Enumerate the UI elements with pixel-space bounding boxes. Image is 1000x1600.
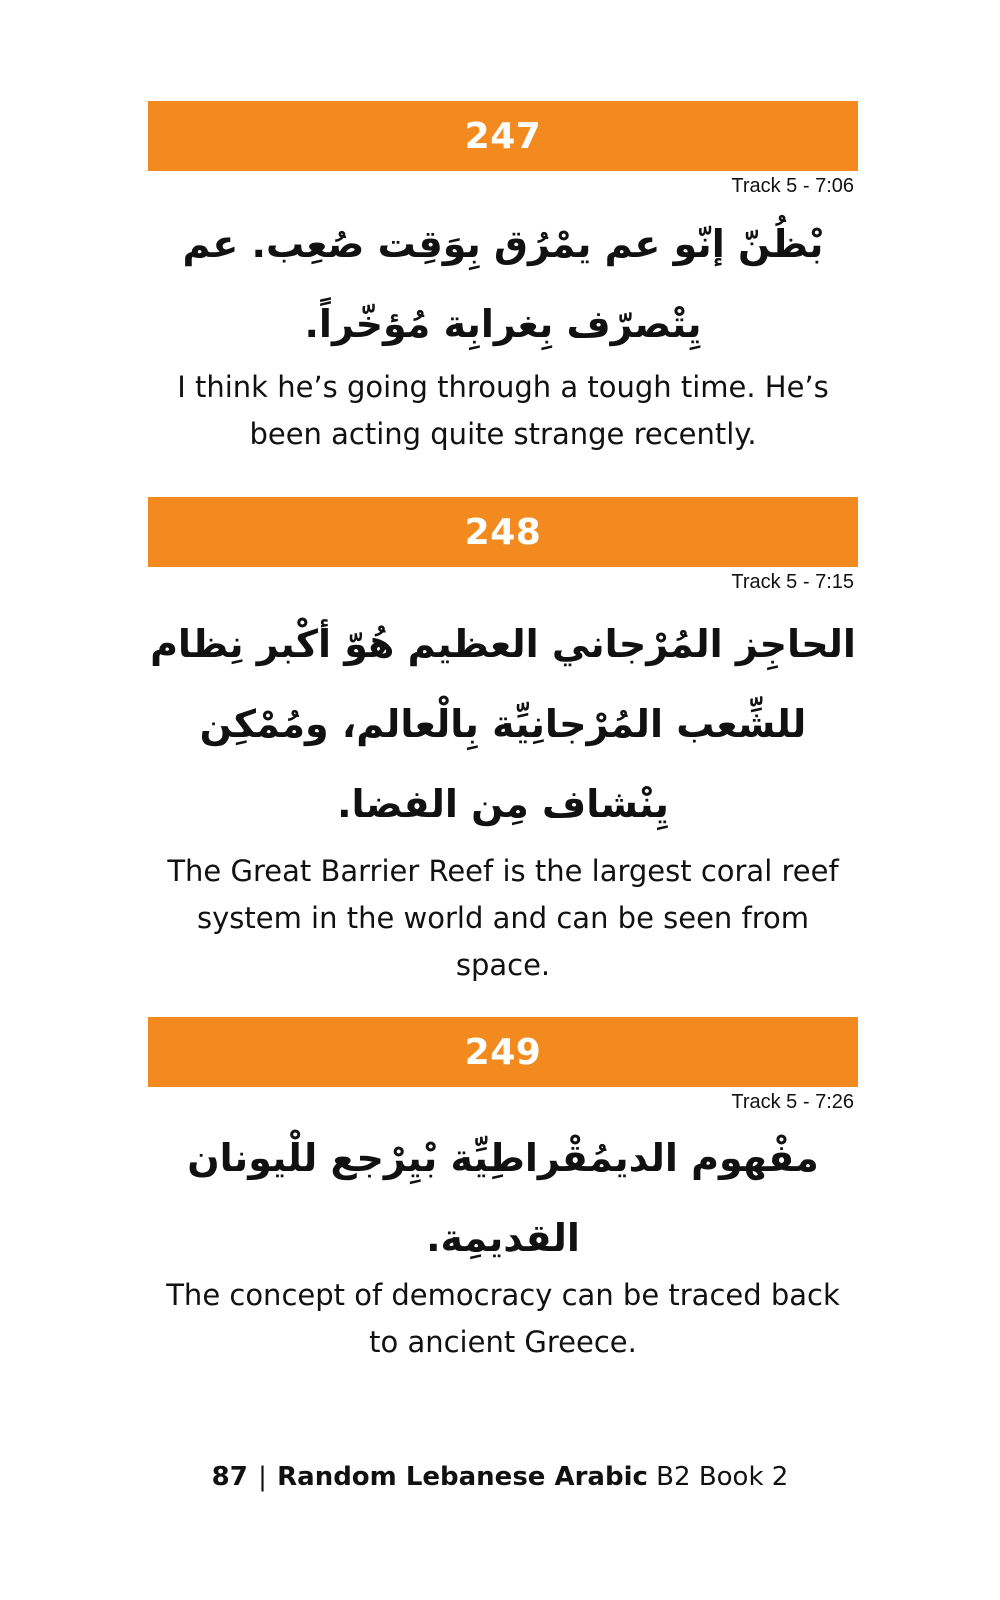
entry-248 bbox=[148, 497, 858, 989]
entry-number: 248 bbox=[464, 511, 542, 553]
entry-247 bbox=[148, 101, 858, 458]
english-translation: I think he’s going through a tough time. He’s been acting quite strange recently. bbox=[177, 370, 829, 451]
entry-number-banner bbox=[148, 497, 858, 567]
entry-number-banner bbox=[148, 1017, 858, 1087]
audio-track-label: Track 5 - 7:26 bbox=[731, 1091, 854, 1113]
arabic-sentence: الحاجِز المُرْجاني العظيم هُوّ أكْبر نِظام للشِّعب المُرْجانِيِّة بِالْعالم، ومُمْكِن يِنْشاف مِن الفضا. bbox=[150, 622, 856, 826]
audio-track-label: Track 5 - 7:06 bbox=[731, 175, 854, 197]
english-translation: The concept of democracy can be traced back to ancient Greece. bbox=[166, 1278, 840, 1359]
book-title: Random Lebanese Arabic bbox=[277, 1462, 648, 1492]
entry-249 bbox=[148, 1017, 858, 1366]
entry-number-banner bbox=[148, 101, 858, 171]
entry-number: 249 bbox=[464, 1031, 542, 1073]
audio-track-label: Track 5 - 7:15 bbox=[731, 571, 854, 593]
arabic-sentence: بْظُنّ إنّو عم يمْرُق بِوَقِت صُعِب. عم يِتْصرّف بِغرابِة مُؤخّراً. bbox=[182, 222, 824, 346]
book-level: B2 Book 2 bbox=[656, 1462, 789, 1492]
footer-separator: | bbox=[258, 1462, 267, 1492]
page-footer bbox=[0, 1462, 1000, 1492]
arabic-sentence: مفْهوم الديمُقْراطِيِّة بْيِرْجع للْيونان القديمِة. bbox=[187, 1136, 819, 1260]
entry-number: 247 bbox=[464, 115, 542, 157]
english-translation: The Great Barrier Reef is the largest coral reef system in the world and can be seen from space. bbox=[167, 854, 839, 982]
page-number: 87 bbox=[211, 1462, 248, 1492]
